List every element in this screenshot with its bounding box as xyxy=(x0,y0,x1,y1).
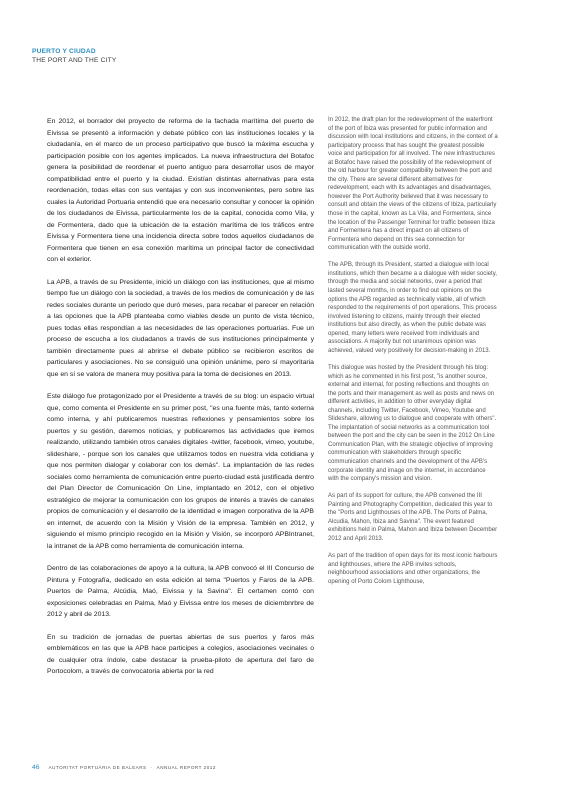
paragraph-en: The APB, through its President, started a dialogue with local institutions, which then became a a dialogue with wider society, through the media and social networks, over a period that lasted several months, in order to find out opinions on the options the APB regarded as technically viable, all of which responded to the requirements of port operations. This process involved listening to citizens, mainly through their elected institutions but also directly, as when the public debate was opened, many letters were received from individuals and associations. A majority but not unanimous opinion was achieved, valued very positively for decision-making in 2013. xyxy=(328,262,497,354)
paragraph-es: En su tradición de jornadas de puertas abiertas de sus puertos y faros más emblemáticos en las que la APB hace participes a colegios, asociaciones vecinales o de cualquier otra índole, cabe destacar la prueba-piloto de apertura del faro de Portocolom, a través de convocatoria abierta por la red xyxy=(47,633,314,675)
paragraph-en: This dialogue was hosted by the President through his blog: which as he commented in his first post, "is another source, external and internal, for posting reflections and thoughts on the ports and their management as well as posts and news on different activities, in addition to other everyday digital channels, including Twitter, Facebook, Vimeo, Youtube and Slideshare, allowing us to dialogue and cooperate with others". The implantation of social networks as a communication tool between the port and the city can be seen in the 2012 On Line Communication Plan, with the strategic objective of improving communication with stakeholders through specific communication channels and the development of the APB's corporate identity and image on the internet, in accordance with the company's mission and vision. xyxy=(328,364,497,483)
paragraph-en: As part of the tradition of open days for its most iconic harbours and lighthouses, where the APB invites schools, neighbourhood associations and other organizations, the opening of Porto Colom Lighthouse, xyxy=(328,553,498,585)
paragraph-es: Este diálogo fue protagonizado por el Presidente a través de su blog: un espacio virtual que, como comenta el Presidente en su primer post, "es una fuente más, tanto externa como interna, y ahí publicaremos nuestras reflexiones y pensamientos sobre los puertos y su gestión, daremos noticias, y publicaremos las actividades que iremos realizando, utilizando también otros canales digitales -twitter, facebook, vimeo, youtube, slideshare, - porque son los canales que utilizamos todos en nuestra vida cotidiana y que nos permiten dialogar y colaborar con los demás". La implantación de las redes sociales como herramienta de comunicación entre puerto-ciudad está justificada dentro del Plan Director de Comunicación On Line, implantado en 2012, con el objetivo estratégico de mejorar la comunicación con los grupos de interés a través de canales propios de comunicación y el desarrollo de la identidad e imagen corporativa de la APB en internet, de acuerdo con la Misión y Visión de la empresa. También en 2012, y siguiendo el mismo principio recogido en la Misión y Visión, se incorporó APBIntranet, la intranet de la APB como herramienta de comunicación interna. xyxy=(47,393,314,550)
paragraph-en: In 2012, the draft plan for the redevelopment of the waterfront of the port of Ibiza was presented for public information and discussion with local institutions and citizens, in the context of a participatory process that has sought the greatest possible voice and participation for all involved. The new infrastructures at Botafoc have raised the possibility of the redevelopment of the old harbour for greater compatibility between the port and the city. There are several different alternatives for redevelopment, each with its advantages and disadvantages, however the Port Authority believed that it was necessary to consult and obtain the views of the citizens of Ibiza, particularly those in the capital, known as La Vila, and Formentera, since the location of the Passenger Terminal for traffic between Ibiza and Formentera has a direct impact on all citizens of Formentera who depend on this sea connection for communication with the outside world. xyxy=(328,117,498,252)
page-number: 46 xyxy=(32,764,40,771)
paragraph-en: As part of its support for culture, the APB convened the III Painting and Photography Competition, dedicated this year to the "Ports and Lighthouses of the APB. The Ports of Palma, Alcudia, Mahon, Ibiza and Savina". The event featured exhibitions held in Palma, Mahon and Ibiza between December 2012 and April 2013. xyxy=(328,493,498,542)
section-header xyxy=(32,47,116,65)
spanish-column xyxy=(47,116,314,689)
section-title-es: PUERTO Y CIUDAD xyxy=(32,48,96,55)
section-title-en: THE PORT AND THE CITY xyxy=(32,57,117,64)
english-column xyxy=(328,116,498,595)
paragraph-es: Dentro de las colaboraciones de apoyo a la cultura, la APB convocó el III Concurso de Pintura y Fotografía, dedicado en esta edición al tema "Puertos y Faros de la APB. Puertos de Palma, Alcúdia, Maó, Eivissa y la Savina". El certamen contó con exposiciones celebradas en Palma, Maó y Eivissa entre los meses de diciembnrbre de 2012 y abril de 2013. xyxy=(47,565,314,618)
page-footer xyxy=(32,764,216,771)
footer-separator: · xyxy=(150,765,153,770)
paragraph-es: La APB, a través de su Presidente, inició un diálogo con las instituciones, que al mismo tiempo fue un diálogo con la sociedad, a través de los medios de comunicación y de las redes sociales durante un periodo que duró meses, para recabar el parecer en relación a las opciones que la APB planteaba como viables desde un punto de vista técnico, pues todas ellas respondían a las necesidades de las operaciones portuarias. Fue un proceso de escucha a los ciudadanos a través de sus instituciones principalmente y también directamente pues al abrirse el debate público se recibieron escritos de particulares y asociaciones. No se consiguió una opinión unánime, pero sí mayoritaria que en sí se valora de manera muy positiva para la toma de decisiones en 2013. xyxy=(47,278,314,378)
footer-org: AUTORITAT PORTUÀRIA DE BALEARS xyxy=(48,765,147,770)
footer-report: ANNUAL REPORT 2012 xyxy=(156,765,216,770)
paragraph-es: En 2012, el borrador del proyecto de reforma de la fachada marítima del puerto de Eivissa se presentó a información y debate público con las instituciones locales y la ciudadanía, en el marco de un proceso participativo que buscó la máxima escucha y participación posible con los agentes implicados. La nueva infraestructura del Botafoc genera la posibilidad de reordenar el puerto antiguo para desarrollar usos de mayor compatibilidad entre el puerto y la ciudad. Existían distintas alternativas para esta reordenación, todas ellas con sus ventajas y con sus inconvenientes, pero sobre las cuales la Autoridad Portuaria entendió que era necesario consultar y conocer la opinión de los ciudadanos de Eivissa, particularmente los de la capital, conocida como Vila, y de Formentera, dado que la ubicación de la estación marítima de los tráficos entre Eivissa y Formentera tiene una incidencia directa sobre todos aquellos ciudadanos de Formentera que tienen en esa conexión marítima un principal factor de conectividad con el exterior. xyxy=(47,118,314,263)
